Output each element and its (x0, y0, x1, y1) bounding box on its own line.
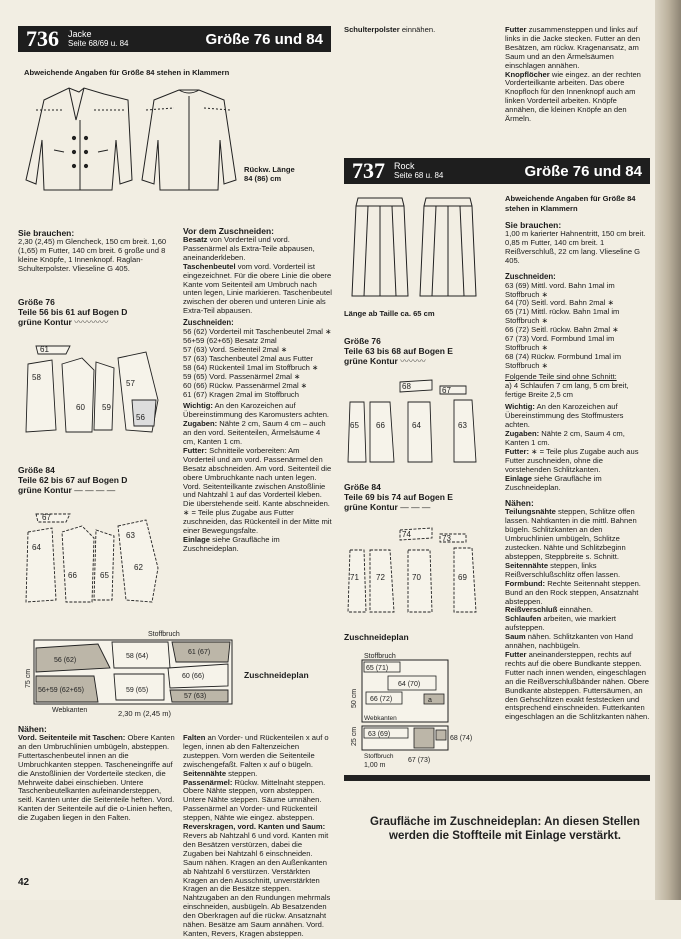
skirt-sew1: steppen, Schlitze offen lassen. Nahtkanten in die mittl. Bahnen bügeln. Schlitzkanten an den Umbruchlinien umbügeln, Schlitze zusteckеn. Nähte und Schlitzbeginn absteppen, Steppbreite s. Schnitt. (505, 507, 637, 561)
jacket-futter-bold: Futter: (183, 445, 208, 455)
skirt-sew5-bold: Schlaufen (505, 614, 542, 624)
jacket-wichtig: An den Karozeichen auf Übereinstimmung des Karomusters achten. (183, 401, 330, 420)
cut-list-item: 64 (70) Seitl. vord. Bahn 2mal ∗ (505, 298, 614, 308)
skirt-plan-title: Zuschneideplan (344, 632, 409, 642)
jacket-plan-piece: 57 (63) (184, 693, 207, 700)
jacket-size84-title: Größe 84 (18, 465, 55, 475)
skirt-zugaben: Nähte 2 cm, Saum 4 cm, Kanten 1 cm. (505, 429, 625, 448)
svg-text:60: 60 (76, 403, 85, 412)
jacket-plan-stoffbruch: Stoffbruch (148, 631, 180, 638)
skirt-size-title: Größe 76 und 84 (524, 162, 642, 180)
jacket-cutting-plan (18, 628, 338, 720)
jacket-einlage: siehe Grauflächе im Zuschneideplan. (183, 535, 280, 553)
page-spine (655, 0, 681, 900)
jacket-plan-height: 75 cm (25, 668, 32, 688)
jacket-size76-pattern (22, 340, 172, 440)
jacket-number: 736 (26, 26, 59, 51)
jacket-before-p2: vom vord. Vorderteil ist eingezeichnet. Für die obere Linie die obere Kante vom Seitenteil am Umbruch nach unten legen, Linie markieren. Taschenbeutel zwischen der oberen und unteren Linie als Extra-Teil abpausen. (183, 261, 332, 316)
jacket-plan-title: Zuschneideplan (244, 670, 309, 680)
skirt-sew5: arbeiten, wie markiert aufsteppen. (505, 614, 616, 633)
skirt-plan-h2: 25 cm (351, 726, 358, 746)
skirt-futter: ∗ = Teile plus Zugabe auch aus Futter zuschneiden, ohne die vorstehenden Schlitzkanten. (505, 446, 639, 474)
skirt-sew7: aneinandersteppen, rechts auf rechts auf die obere Bundkante steppen. Futter nach innen wenden, eingeschlagen an die Reißverschlußbänder nähen. Obere Bundkante absteppen. Futtersäumen, an den Gehschlitzen exakt feststecken und entsprechend einschneiden. Futterkanten eingeschlagen an die Schlitzkanten nähen. (505, 649, 650, 722)
jacket-cut-title: Zuschneiden: (183, 318, 234, 328)
jacket-futter2-bold: Futter (505, 25, 527, 34)
jacket-sew1-bold: Vord. Seitenteile mit Taschen: (18, 733, 126, 742)
skirt-extra: a) 4 Schlaufen 7 cm lang, 5 cm breit, fertige Breite 2,5 cm (505, 380, 629, 399)
cut-list-item: 67 (73) Vord. Formbund 1mal im Stoffbruch ∗ (505, 334, 615, 352)
skirt-size84-line2: grüne Kontur (344, 502, 398, 512)
jacket-header-bar (18, 26, 331, 52)
skirt-size76-title: Größe 76 (344, 336, 381, 346)
skirt-name: Rock (394, 161, 415, 171)
jacket-before-p1-bold: Besatz (183, 235, 208, 244)
svg-text:73: 73 (442, 534, 451, 543)
skirt-plan-piece: a (428, 697, 432, 704)
jacket-plan-piece: 58 (64) (126, 653, 149, 660)
cut-list-item: 61 (67) Kragen 2mal im Stoffbruch (183, 389, 299, 399)
jacket-sew6-bold: Schulterpolster (344, 25, 400, 34)
skirt-cutting-plan (344, 648, 500, 768)
svg-text:64: 64 (412, 421, 421, 430)
skirt-illustration (346, 192, 486, 304)
skirt-plan-webkanten: Webkanten (364, 715, 397, 722)
skirt-plan-piece: 68 (74) (450, 735, 473, 742)
skirt-header-bar (344, 158, 650, 184)
jacket-continuation-right (505, 26, 650, 124)
svg-text:74: 74 (402, 530, 411, 539)
cut-list-item: 56+59 (62+65) Besatz 2mal (183, 336, 277, 346)
jacket-needs-title: Sie brauchen: (18, 228, 75, 238)
page-number: 42 (18, 877, 30, 888)
skirt-pages: Seite 68 u. 84 (394, 171, 444, 180)
svg-text:66: 66 (376, 421, 385, 430)
skirt-size76-line2: grüne Kontur (344, 356, 398, 366)
jacket-plan-piece: 56+59 (62+65) (38, 687, 84, 694)
cut-list-item: 65 (71) Mittl. rückw. Bahn 1mal im Stoffbruch ∗ (505, 307, 620, 326)
jacket-plan-width: 2,30 m (2,45 m) (118, 709, 171, 718)
skirt-plan-h1: 50 cm (351, 688, 358, 708)
cut-list-item: 59 (65) Vord. Passenärmel 2mal ∗ (183, 371, 301, 381)
jacket-sew-title: Nähen: (18, 724, 47, 734)
skirt-sew4: einnähen. (557, 605, 593, 615)
skirt-length: Länge ab Taille ca. 65 cm (344, 309, 435, 318)
skirt-wichtig: An den Karozeichen auf Übereinstimmung des Stoffmusters achten. (505, 402, 624, 430)
jacket-einlage-bold: Einlage (183, 535, 211, 544)
divider-rule (344, 775, 650, 781)
svg-text:66: 66 (68, 571, 77, 580)
jacket-sew6: einnähen. (399, 25, 436, 34)
jacket-plan-piece: 60 (66) (182, 673, 205, 680)
svg-text:63: 63 (126, 531, 135, 540)
skirt-sew2: steppen, links Reißverschlußschlitz offen lassen. (505, 560, 621, 579)
skirt-plan-piece: 63 (69) (368, 731, 391, 738)
jacket-plan-piece: 61 (67) (188, 649, 211, 656)
jacket-sew4: Rückw. Mittelnaht steppen. Obere Nähte steppen, vorn absteppen. Untere Nähte steppen. Säume umnähen. Passenärmel an Vorder- und Rückenteil steppen, Nähte wie eingez. absteppen. (183, 777, 326, 823)
jacket-cut-list (183, 328, 333, 399)
skirt-plan-piece: 64 (70) (398, 681, 421, 688)
skirt-needs-title: Sie brauchen: (505, 220, 562, 230)
skirt-size84-title: Größe 84 (344, 482, 381, 492)
svg-text:67: 67 (42, 513, 51, 522)
jacket-zugaben: Nähte 2 cm, Saum 4 cm – auch an den vord. Seitenteilen, Ärmelsäume 4 cm, Kanten 1 cm. (183, 419, 326, 447)
jacket-illustration (24, 80, 254, 205)
skirt-number: 737 (352, 158, 385, 183)
jacket-pages: Seite 68/69 u. 84 (68, 39, 129, 48)
jacket-knopf-bold: Knopflöcher (505, 69, 550, 79)
jacket-before-p1: von Vorderteil und vord. Passenärmel als Extra-Teile abpausen, aneinanderkleben. (183, 235, 315, 262)
jacket-futter: Schnitteile vorbereiten: Am Vorderteil und am vord. Passenärmel den Besatz abschneiden. Am vord. Seitenteil die obere Umbruchkante nach unten legen. Vord. Seitenteilkante zwischen Anstoßlinie und Nahtzahl 1 auf das Vorderteil kleben. Die überstehende seitl. Kante abschneiden. ∗ = Teile plus Zugabe aus Futter zuschneiden, das Rückenteil in der Mitte mit einer Bewegungsfalte. (183, 445, 332, 536)
jacket-sew2-bold: Falten (183, 733, 206, 742)
jacket-zugaben-bold: Zugaben: (183, 419, 218, 429)
jacket-needs-section (18, 228, 176, 274)
svg-text:61: 61 (40, 345, 49, 354)
skirt-cut-list (505, 282, 650, 371)
jacket-plan-piece: 59 (65) (126, 687, 149, 694)
skirt-wichtig-bold: Wichtig: (505, 402, 535, 412)
jacket-size76-title: Größe 76 (18, 297, 55, 307)
jacket-wichtig-bold: Wichtig: (183, 401, 213, 411)
jacket-continuation (344, 26, 494, 35)
jacket-back-length-1: Rückw. Länge (244, 165, 295, 174)
skirt-note: Abweichende Angaben für Größe 84 stehen in Klammern (505, 194, 636, 213)
jacket-sew3-bold: Seitennähte (183, 768, 227, 778)
jacket-sew2: an Vorder- und Rückenteilen x auf o legen, innen ab den Faltenzeichen zusteppen. Vorn werden die Seitenteile zwischengefaßt. Falten x auf o bügeln. (183, 733, 329, 769)
cut-list-item: 58 (64) Rückenteil 1mal im Stoffbruch ∗ (183, 362, 319, 372)
skirt-extra-title: Folgende Teile sind ohne Schnitt: (505, 371, 617, 381)
skirt-sew3-bold: Formbund: (505, 578, 546, 588)
jacket-plan-webkanten: Webkanten (52, 707, 88, 714)
skirt-sew3: Rechte Seitennaht steppen. Bund an den Rock steppen, Ansatznaht absteppen. (505, 578, 641, 606)
skirt-plan-piece: 67 (73) (408, 757, 431, 764)
cut-list-item: 57 (63) Vord. Seitenteil 2mal ∗ (183, 344, 288, 354)
jacket-futter2: zusammensteppen und links auf links in die Jacke stecken. Futter an den Besätzen, am rückw. Kragenansatz, am Saum und an den Ärmelsäumen einschlagen annähen. (505, 25, 641, 70)
skirt-plan-stoffbruch-top: Stoffbruch (364, 653, 396, 660)
svg-text:71: 71 (350, 573, 359, 582)
skirt-size84-section: Größe 84 Teile 69 bis 74 auf Bogen E grüne Kontur — — — (344, 482, 500, 512)
jacket-size76-section: Größe 76 Teile 56 bis 61 auf Bogen D grüne Kontur 〰〰〰〰 (18, 297, 176, 327)
jacket-sew3: steppen. (226, 768, 258, 778)
skirt-sew1-bold: Teilungsnähte (505, 507, 556, 517)
skirt-size76-line1: Teile 63 bis 68 auf Bogen E (344, 346, 453, 356)
skirt-size76-pattern (344, 376, 500, 472)
jacket-sew5-bold: Reverskragen, vord. Kanten und Saum: (183, 822, 326, 832)
svg-text:65: 65 (350, 421, 359, 430)
svg-text:59: 59 (102, 403, 111, 412)
jacket-sewing-left (18, 724, 176, 823)
svg-text:56: 56 (136, 413, 145, 422)
footer-note: Graufläche im Zuschneideplan: An diesen Stellen werden die Stoffteile mit Einlage verstärkt. (370, 816, 640, 842)
jacket-before-title: Vor dem Zuschneiden: (183, 226, 274, 236)
skirt-einlage: siehe Graufläche im Zuschneideplan. (505, 473, 602, 492)
skirt-einlage-bold: Einlage (505, 473, 533, 483)
svg-text:65: 65 (100, 571, 109, 580)
jacket-size76-line2: grüne Kontur (18, 317, 72, 327)
skirt-sew7-bold: Futter (505, 649, 527, 659)
jacket-knopf: wie eingez. an der rechten Vorderteilkante arbeiten. Das obere Knopfloch für den Innenknopf auch am linken Vorderteil arbeiten. Knöpfe annähen, die kleinen Knöpfe an den Ärmeln. (505, 69, 641, 124)
jacket-instructions-column (183, 226, 333, 554)
jacket-sew1: Obere Kanten an den Umbruchlinien umbügeln, absteppen. Futtertaschenbeutel innen an die Umbruchkanten steppen. Tascheneingriffe auf die Anstoßlinien der Vorderteile stecken, die Mehrweite dabei einschieben. Untere Taschenbeutelkanten aufeinandersteppen, seitl. Kanten unter die Seitenteile heften. Vord. Kanten der Seitenteile auf die o-Linien heften, die Zugaben liegen in den Falten. (18, 733, 175, 823)
skirt-plan-piece: 66 (72) (370, 696, 393, 703)
skirt-right-column (505, 194, 650, 722)
jacket-before-p2-bold: Taschenbeutel (183, 261, 236, 271)
cut-list-item: 60 (66) Rückw. Passenärmel 2mal ∗ (183, 380, 308, 390)
svg-text:64: 64 (32, 543, 41, 552)
cut-list-item: 57 (63) Taschenbeutel 2mal aus Futter (183, 353, 313, 363)
svg-text:57: 57 (126, 379, 135, 388)
jacket-needs-text: 2,30 (2,45) m Glencheck, 150 cm breit. 1,60 (1,65) m Futter, 140 cm breit. 6 große und 8 kleine Knöpfe, 1 Innenknopf. Raglan-Schulterpolster. Vlieseline G 405. (18, 237, 167, 273)
svg-text:68: 68 (402, 382, 411, 391)
svg-text:63: 63 (458, 421, 467, 430)
skirt-cut-title: Zuschneiden: (505, 271, 556, 281)
skirt-sew6: nähen. Schlitzkanten von Hand annähen, nachbügeln. (505, 632, 633, 651)
jacket-note: Abweichende Angaben für Größe 84 stehen in Klammern (24, 68, 230, 77)
jacket-size84-line1: Teile 62 bis 67 auf Bogen D (18, 475, 128, 485)
jacket-sew5: Revers ab Nahtzahl 6 und vord. Kanten mit den Besätzen verstürzen, dabei die Zugaben bei Nahtzahl 6 einschneiden. Saum nähen. Kragen an den Außenkanten ab Nahtzahl 6 verstürzen. Verstärkten Kragen an den Ausschnitt, unverstärkten Kragen an die Besätze steppen. Nahtzugaben an den Rundungen mehrmals einschneiden, ausbügeln. Ab Besatzenden den Oberkragen auf die rückw. Ansatznaht nähen. Besätze am Saum annähen. Vord. Kanten, Revers, Kragen absteppen. (183, 830, 331, 938)
jacket-size-title: Größe 76 und 84 (205, 30, 323, 48)
jacket-size84-line2: grüne Kontur (18, 485, 72, 495)
svg-text:62: 62 (134, 563, 143, 572)
svg-text:70: 70 (412, 573, 421, 582)
skirt-needs-text: 1,00 m karierter Hahnentritt, 150 cm breit. 0,85 m Futter, 140 cm breit. 1 Reißverschluß, 22 cm lang. Vlieseline G 405. (505, 229, 646, 265)
skirt-size84-line1: Teile 69 bis 74 auf Bogen E (344, 492, 453, 502)
skirt-plan-piece: 65 (71) (366, 665, 389, 672)
skirt-size84-pattern (344, 524, 500, 624)
skirt-sew2-bold: Seitennähte (505, 560, 549, 570)
svg-text:69: 69 (458, 573, 467, 582)
svg-text:58: 58 (32, 373, 41, 382)
jacket-back-length-2: 84 (86) cm (244, 173, 282, 183)
skirt-plan-stoffbruch-bottom: Stoffbruch (364, 753, 394, 760)
svg-text:72: 72 (376, 573, 385, 582)
skirt-sew-title: Nähen: (505, 498, 534, 509)
skirt-size76-section: Größe 76 Teile 63 bis 68 auf Bogen E grüne Kontur 〰〰〰 (344, 336, 500, 366)
jacket-plan-piece: 56 (62) (54, 657, 77, 664)
skirt-sew4-bold: Reißverschluß (505, 605, 558, 615)
svg-text:67: 67 (442, 386, 451, 395)
jacket-sew4-bold: Passenärmel: (183, 777, 233, 787)
skirt-futter-bold: Futter: (505, 446, 530, 456)
skirt-zugaben-bold: Zugaben: (505, 429, 540, 439)
jacket-size76-line1: Teile 56 bis 61 auf Bogen D (18, 307, 128, 317)
cut-list-item: 68 (74) Rückw. Formbund 1mal im Stoffbruch ∗ (505, 351, 622, 370)
cut-list-item: 66 (72) Seitl. rückw. Bahn 2mal ∗ (505, 325, 619, 335)
skirt-plan-width: 1,00 m (364, 762, 386, 768)
jacket-size84-section: Größe 84 Teile 62 bis 67 auf Bogen D grüne Kontur — — — — (18, 465, 176, 495)
jacket-size84-pattern (22, 508, 172, 608)
jacket-name: Jacke (68, 29, 92, 39)
cut-list-item: 56 (62) Vorderteil mit Taschenbeutel 2mal ∗ (183, 327, 332, 337)
cut-list-item: 63 (69) Mittl. vord. Bahn 1mal im Stoffbruch ∗ (505, 280, 615, 299)
skirt-sew6-bold: Saum (505, 632, 526, 642)
jacket-sewing-mid (183, 734, 333, 939)
